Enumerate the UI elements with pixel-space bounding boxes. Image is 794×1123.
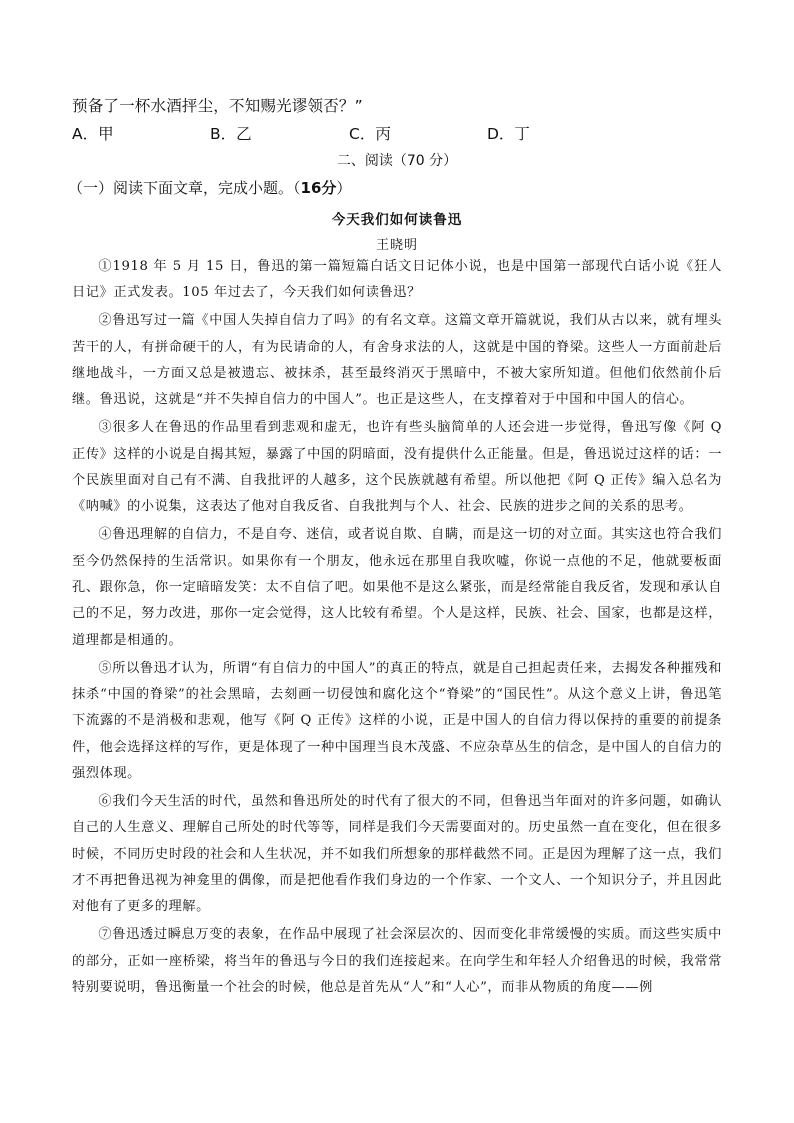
article-paragraph: ④鲁迅理解的自信力，不是自夸、迷信，或者说自欺、自瞒，而是这一切的对立面。其实这也符合我们至今仍然保持的生活常识。如果你有一个朋友，他永远在那里自我吹嘘，你说一点他的不足，他就要板面孔、跟你急，你一定暗暗发笑：太不自信了吧。如果他不是这么紧张，而是经常能自我反省，发现和承认自己的不足，努力改进，那你一定会觉得，这人比较有希望。个人是这样，民族、社会、国家，也都是这样，道理都是相通的。 <box>72 527 722 648</box>
article-title: 今天我们如何读鲁迅 <box>331 212 463 228</box>
option-b[interactable]: B．乙 <box>210 125 252 143</box>
option-c[interactable]: C．丙 <box>349 125 391 143</box>
part-heading-suffix: ） <box>336 179 352 197</box>
article-body <box>72 254 722 1003</box>
answer-options <box>72 122 732 144</box>
article-paragraph: ②鲁迅写过一篇《中国人失掉自信力了吗》的有名文章。这篇文章开篇就说，我们从古以来，就有埋头苦干的人，有拼命硬干的人，有为民请命的人，有舍身求法的人，这就是中国的脊梁。这些人一方面前赴后继地战斗，一方面又总是被遗忘、被抹杀，甚至最终消灭于黑暗中，不被大家所知道。但他们依然前仆后继。鲁迅说，这就是“并不失掉自信力的中国人”。也正是这些人，在支撑着对于中国和中国人的信心。 <box>72 313 722 408</box>
article-paragraph: ⑤所以鲁迅才认为，所谓“有自信力的中国人”的真正的特点，就是自己担起责任来，去揭发各种摧残和抹杀“中国的脊梁”的社会黑暗，去刻画一切侵蚀和腐化这个“脊梁”的“国民性”。从这个意义上讲，鲁迅笔下流露的不是消极和悲观，他写《阿 Q 正传》这样的小说，正是中国人的自信力得以保持的重要的前提条件，他会选择这样的写作，更是体现了一种中国理当良木茂盛、不应杂草丛生的信念，是中国人的自信力的强烈体现。 <box>72 660 722 781</box>
part-heading-prefix: （一）阅读下面文章，完成小题。（ <box>68 179 301 197</box>
previous-question-text: 预备了一杯水酒抨尘，不知赐光谬领否？” <box>72 97 363 115</box>
part-points: 16分 <box>300 179 337 197</box>
article-author: 王晓明 <box>375 238 418 253</box>
section-title: 二、阅读（70 分） <box>336 153 458 169</box>
article-paragraph: ①1918 年 5 月 15 日，鲁迅的第一篇短篇白话文日记体小说，也是中国第一部现代白话小说《狂人日记》正式发表。105 年过去了，今天我们如何读鲁迅？ <box>72 259 722 301</box>
part-heading <box>68 177 351 198</box>
article-paragraph: ⑦鲁迅透过瞬息万变的表象，在作品中展现了社会深层次的、因而变化非常缓慢的实质。而这些实质中的部分，正如一座桥梁，将当年的鲁迅与今日的我们连接起来。在向学生和年轻人介绍鲁迅的时候，我常常特别要说明，鲁迅衡量一个社会的时候，他总是首先从“人”和“人心”，而非从物质的角度——例 <box>72 927 722 995</box>
option-d[interactable]: D．丁 <box>487 125 530 143</box>
article-paragraph: ③很多人在鲁迅的作品里看到悲观和虚无，也许有些头脑简单的人还会进一步觉得，鲁迅写像《阿 Q 正传》这样的小说是自揭其短，暴露了中国的阴暗面，没有提供什么正能量。但是，鲁迅说过这样的话：一个民族里面对自己有不满、自我批评的人越多，这个民族就越有希望。所以他把《阿 Q 正传》编入总名为《呐喊》的小说集，这表达了他对自我反省、自我批判与个人、社会、民族的进步之间的关系的思考。 <box>72 420 722 515</box>
article-paragraph: ⑥我们今天生活的时代，虽然和鲁迅所处的时代有了很大的不同，但鲁迅当年面对的许多问题，如确认自己的人生意义、理解自己所处的时代等等，同样是我们今天需要面对的。历史虽然一直在变化，但在很多时候，不同历史时段的社会和人生状况，并不如我们所想象的那样截然不同。正是因为理解了这一点，我们才不再把鲁迅视为神龛里的偶像，而是把他看作我们身边的一个作家、一个文人、一个知识分子，并且因此对他有了更多的理解。 <box>72 793 722 915</box>
option-a[interactable]: A．甲 <box>72 125 114 143</box>
